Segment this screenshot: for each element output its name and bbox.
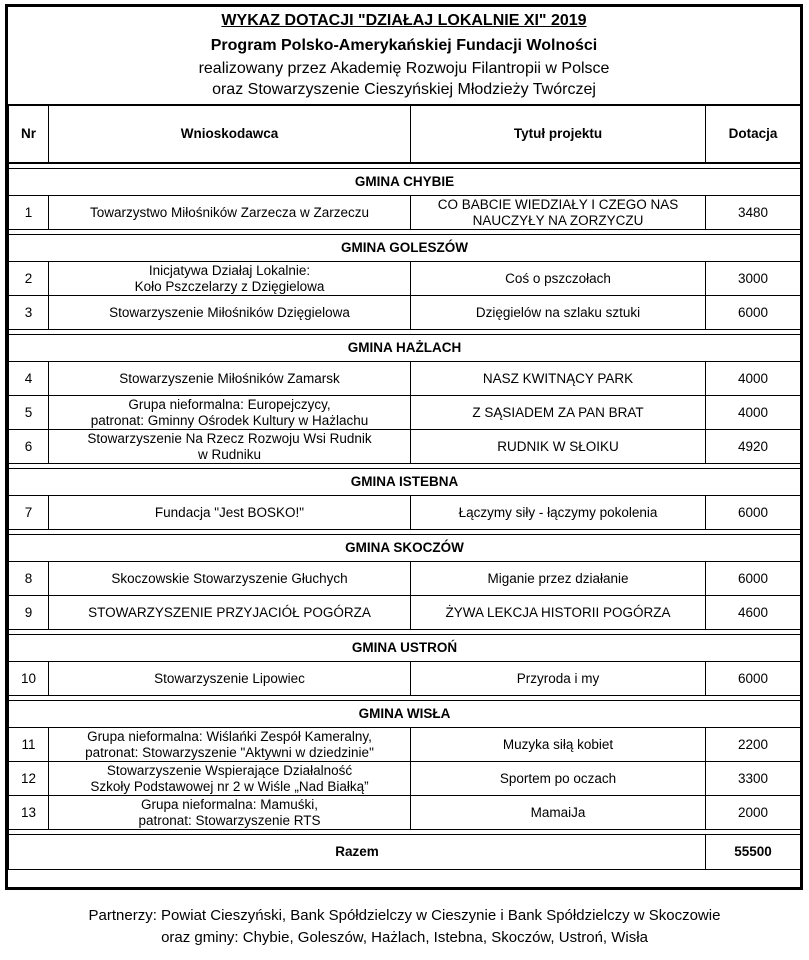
row-nr: 12 (9, 762, 49, 796)
row-amount: 4600 (706, 596, 801, 630)
row-amount: 3480 (706, 196, 801, 230)
total-label: Razem (9, 835, 706, 870)
row-nr: 3 (9, 296, 49, 330)
grants-table-body (9, 163, 801, 830)
total-amount: 55500 (706, 835, 801, 870)
table-row (9, 596, 801, 630)
document-header (8, 7, 800, 104)
row-amount: 6000 (706, 496, 801, 530)
row-amount: 6000 (706, 562, 801, 596)
row-applicant: Towarzystwo Miłośników Zarzecza w Zarzeczu (49, 196, 411, 230)
row-nr: 13 (9, 796, 49, 830)
row-project-title: ŻYWA LEKCJA HISTORII POGÓRZA (411, 596, 706, 630)
table-row (9, 496, 801, 530)
document-title: WYKAZ DOTACJI "DZIAŁAJ LOKALNIE XI" 2019 (221, 12, 587, 29)
row-applicant: Stowarzyszenie Miłośników Dzięgielowa (49, 296, 411, 330)
row-applicant: Inicjatywa Działaj Lokalnie: Koło Pszczelarzy z Dzięgielowa (49, 262, 411, 296)
table-row (9, 728, 801, 762)
row-amount: 2200 (706, 728, 801, 762)
group-name: GMINA HAŻLACH (9, 335, 801, 362)
group-name: GMINA SKOCZÓW (9, 535, 801, 562)
table-row (9, 562, 801, 596)
row-project-title: Muzyka siłą kobiet (411, 728, 706, 762)
row-project-title: NASZ KWITNĄCY PARK (411, 362, 706, 396)
row-nr: 1 (9, 196, 49, 230)
group-name: GMINA CHYBIE (9, 169, 801, 196)
row-applicant: STOWARZYSZENIE PRZYJACIÓŁ POGÓRZA (49, 596, 411, 630)
group-header-row (9, 169, 801, 196)
row-project-title: Sportem po oczach (411, 762, 706, 796)
row-nr: 2 (9, 262, 49, 296)
row-amount: 3000 (706, 262, 801, 296)
table-header-row (9, 105, 801, 163)
row-amount: 4000 (706, 362, 801, 396)
partners-footer (0, 905, 809, 949)
partners-line-1: Partnerzy: Powiat Cieszyński, Bank Spółdzielczy w Cieszynie i Bank Spółdzielczy w Skoczowie (88, 907, 721, 924)
row-project-title: Dzięgielów na szlaku sztuki (411, 296, 706, 330)
row-nr: 10 (9, 662, 49, 696)
table-row (9, 362, 801, 396)
group-header-row (9, 335, 801, 362)
row-project-title: Coś o pszczołach (411, 262, 706, 296)
row-nr: 9 (9, 596, 49, 630)
grant-list-document (5, 4, 803, 890)
row-amount: 4000 (706, 396, 801, 430)
row-project-title: RUDNIK W SŁOIKU (411, 430, 706, 464)
group-header-row (9, 535, 801, 562)
column-header-nr: Nr (9, 105, 49, 163)
row-nr: 8 (9, 562, 49, 596)
row-nr: 7 (9, 496, 49, 530)
row-project-title: MamaiJa (411, 796, 706, 830)
row-project-title: Miganie przez działanie (411, 562, 706, 596)
row-applicant: Skoczowskie Stowarzyszenie Głuchych (49, 562, 411, 596)
grants-table (8, 104, 801, 870)
row-amount: 3300 (706, 762, 801, 796)
column-header-title: Tytuł projektu (411, 105, 706, 163)
total-row (9, 835, 801, 870)
partner-line: oraz Stowarzyszenie Cieszyńskiej Młodzieży Twórczej (212, 81, 596, 98)
table-row (9, 396, 801, 430)
row-applicant: Grupa nieformalna: Mamuśki, patronat: Stowarzyszenie RTS (49, 796, 411, 830)
table-row (9, 296, 801, 330)
table-row (9, 196, 801, 230)
table-row (9, 262, 801, 296)
group-header-row (9, 635, 801, 662)
row-amount: 4920 (706, 430, 801, 464)
column-header-applicant: Wnioskodawca (49, 105, 411, 163)
row-nr: 5 (9, 396, 49, 430)
row-nr: 4 (9, 362, 49, 396)
table-row (9, 796, 801, 830)
table-row (9, 762, 801, 796)
row-applicant: Grupa nieformalna: Europejczycy, patronat: Gminny Ośrodek Kultury w Hażlachu (49, 396, 411, 430)
row-applicant: Stowarzyszenie Wspierające Działalność Szkoły Podstawowej nr 2 w Wiśle „Nad Białką” (49, 762, 411, 796)
row-applicant: Grupa nieformalna: Wiślańki Zespół Kameralny, patronat: Stowarzyszenie "Aktywni w dziedzinie" (49, 728, 411, 762)
group-name: GMINA GOLESZÓW (9, 235, 801, 262)
row-nr: 11 (9, 728, 49, 762)
row-project-title: CO BABCIE WIEDZIAŁY I CZEGO NAS NAUCZYŁY NA ZORZYCZU (411, 196, 706, 230)
group-header-row (9, 701, 801, 728)
row-project-title: Łączymy siły - łączymy pokolenia (411, 496, 706, 530)
row-applicant: Stowarzyszenie Na Rzecz Rozwoju Wsi Rudnik w Rudniku (49, 430, 411, 464)
partners-line-2: oraz gminy: Chybie, Goleszów, Hażlach, Istebna, Skoczów, Ustroń, Wisła (161, 929, 648, 946)
group-name: GMINA WISŁA (9, 701, 801, 728)
row-amount: 2000 (706, 796, 801, 830)
group-header-row (9, 469, 801, 496)
table-row (9, 662, 801, 696)
row-amount: 6000 (706, 662, 801, 696)
row-amount: 6000 (706, 296, 801, 330)
row-project-title: Z SĄSIADEM ZA PAN BRAT (411, 396, 706, 430)
program-name: Program Polsko-Amerykańskiej Fundacji Wolności (210, 37, 598, 54)
column-header-amount: Dotacja (706, 105, 801, 163)
group-name: GMINA ISTEBNA (9, 469, 801, 496)
row-nr: 6 (9, 430, 49, 464)
row-applicant: Stowarzyszenie Miłośników Zamarsk (49, 362, 411, 396)
group-header-row (9, 235, 801, 262)
row-applicant: Stowarzyszenie Lipowiec (49, 662, 411, 696)
row-applicant: Fundacja "Jest BOSKO!" (49, 496, 411, 530)
group-name: GMINA USTROŃ (9, 635, 801, 662)
implementer-line: realizowany przez Akademię Rozwoju Filantropii w Polsce (198, 60, 610, 77)
table-row (9, 430, 801, 464)
row-project-title: Przyroda i my (411, 662, 706, 696)
